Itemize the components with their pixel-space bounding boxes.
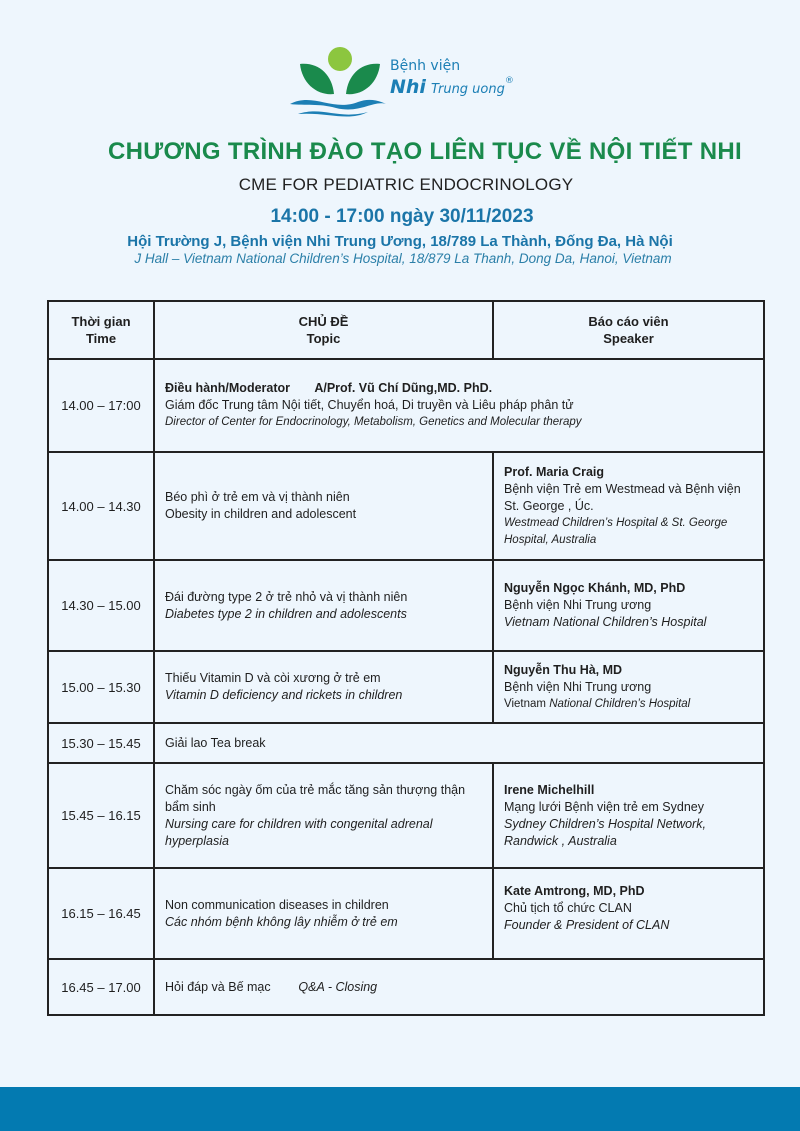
time-cell: 16.15 – 16.45 xyxy=(48,868,154,959)
speaker-affiliation-en: Founder & President of CLAN xyxy=(504,918,670,932)
table-row xyxy=(48,452,764,560)
topic-cell xyxy=(154,560,493,651)
table-row xyxy=(48,651,764,723)
closing-cell xyxy=(154,959,764,1015)
speaker-affiliation-vi: Bệnh viện Trẻ em Westmead và Bệnh viện St. George , Úc. xyxy=(504,481,741,513)
time-cell: 16.45 – 17.00 xyxy=(48,959,154,1015)
speaker-name: Prof. Maria Craig xyxy=(504,464,605,479)
speaker-affiliation-en: Sydney Children’s Hospital Network, Randwick , Australia xyxy=(504,816,706,848)
speaker-affiliation-en: Westmead Children’s Hospital & St. George Hospital, Australia xyxy=(504,516,728,546)
moderator-role-en: Director of Center for Endocrinology, Metabolism, Genetics and Molecular therapy xyxy=(165,416,582,428)
speaker-affiliation-en-prefix: Vietnam xyxy=(504,697,546,710)
time-cell: 14.30 – 15.00 xyxy=(48,560,154,651)
closing-label-en: Q&A - Closing xyxy=(298,979,378,994)
table-header-row xyxy=(48,301,764,359)
logo-line1: Bệnh viện xyxy=(390,58,461,74)
venue-vietnamese: Hội Trường J, Bệnh viện Nhi Trung Ương, 18/789 La Thành, Đống Đa, Hà Nội xyxy=(127,233,673,250)
speaker-affiliation-en: Vietnam National Children’s Hospital xyxy=(504,615,707,629)
page-subtitle: CME FOR PEDIATRIC ENDOCRINOLOGY xyxy=(238,175,574,194)
moderator-label: Điều hành/Moderator xyxy=(165,381,291,395)
time-cell: 14.00 – 14.30 xyxy=(48,452,154,560)
speaker-affiliation-vi: Chủ tịch tổ chức CLAN xyxy=(504,901,632,915)
page-title: CHƯƠNG TRÌNH ĐÀO TẠO LIÊN TỤC VỀ NỘI TIẾT NHI xyxy=(108,138,742,165)
speaker-cell xyxy=(493,868,764,959)
moderator-cell xyxy=(154,359,764,452)
topic-vi: Chăm sóc ngày ốm của trẻ mắc tăng sản thượng thận bẩm sinh xyxy=(165,782,466,814)
topic-cell xyxy=(154,868,493,959)
header-speaker: Báo cáo viên Speaker xyxy=(493,301,764,359)
moderator-name: A/Prof. Vũ Chí Dũng,MD. PhD. xyxy=(314,381,493,395)
topic-vi: Béo phì ở trẻ em và vị thành niên xyxy=(165,490,350,504)
topic-vi: Non communication diseases in children xyxy=(165,897,389,912)
table-row xyxy=(48,560,764,651)
time-cell: 15.45 – 16.15 xyxy=(48,763,154,868)
table-row xyxy=(48,763,764,868)
closing-label-vi: Hỏi đáp và Bế mạc xyxy=(165,979,271,994)
speaker-name: Kate Amtrong, MD, PhD xyxy=(504,884,645,898)
topic-en: Obesity in children and adolescent xyxy=(165,507,357,521)
table-row xyxy=(48,868,764,959)
topic-en: Nursing care for children with congenital adrenal hyperplasia xyxy=(165,816,433,848)
time-cell: 15.00 – 15.30 xyxy=(48,651,154,723)
speaker-name: Irene Michelhill xyxy=(504,782,595,797)
speaker-affiliation-vi: Bệnh viện Nhi Trung ương xyxy=(504,679,652,694)
topic-en: Các nhóm bệnh không lây nhiễm ở trẻ em xyxy=(165,914,398,929)
table-row-moderator xyxy=(48,359,764,452)
logo-nhi: Nhi xyxy=(390,76,426,98)
event-datetime: 14:00 - 17:00 ngày 30/11/2023 xyxy=(270,206,534,227)
break-cell: Giải lao Tea break xyxy=(154,723,764,763)
speaker-affiliation-en: National Children’s Hospital xyxy=(549,697,691,710)
speaker-cell xyxy=(493,651,764,723)
logo-text xyxy=(390,58,514,98)
moderator-role-vi: Giám đốc Trung tâm Nội tiết, Chuyển hoá, Di truyền và Liêu pháp phân tử xyxy=(165,398,574,412)
speaker-affiliation-vi: Bệnh viện Nhi Trung ương xyxy=(504,598,652,612)
topic-cell xyxy=(154,651,493,723)
time-cell: 15.30 – 15.45 xyxy=(48,723,154,763)
topic-en: Diabetes type 2 in children and adolescents xyxy=(165,606,407,621)
speaker-affiliation-vi: Mạng lưới Bệnh viện trẻ em Sydney xyxy=(504,799,704,814)
schedule-table xyxy=(47,300,765,1016)
speaker-cell xyxy=(493,560,764,651)
footer-bar xyxy=(0,1087,800,1131)
speaker-cell xyxy=(493,452,764,560)
topic-en: Vitamin D deficiency and rickets in children xyxy=(165,688,403,702)
speaker-cell xyxy=(493,763,764,868)
hospital-logo xyxy=(288,42,538,122)
header-topic: CHỦ ĐỀ Topic xyxy=(154,301,493,359)
logo-mark-icon xyxy=(288,42,388,122)
speaker-name: Nguyễn Thu Hà, MD xyxy=(504,662,623,677)
header-time: Thời gian Time xyxy=(48,301,154,359)
registered-mark: ® xyxy=(504,76,514,86)
table-row-break xyxy=(48,723,764,763)
table-row-closing xyxy=(48,959,764,1015)
topic-vi: Đái đường type 2 ở trẻ nhỏ và vị thành niên xyxy=(165,589,408,604)
topic-vi: Thiếu Vitamin D và còi xương ở trẻ em xyxy=(165,671,381,685)
time-cell: 14.00 – 17:00 xyxy=(48,359,154,452)
topic-cell xyxy=(154,452,493,560)
venue-english: J Hall – Vietnam National Children’s Hospital, 18/879 La Thanh, Dong Da, Hanoi, Vietnam xyxy=(134,251,672,266)
speaker-name: Nguyễn Ngọc Khánh, MD, PhD xyxy=(504,581,686,595)
topic-cell xyxy=(154,763,493,868)
logo-trung-uong: Trung uong xyxy=(431,82,505,97)
